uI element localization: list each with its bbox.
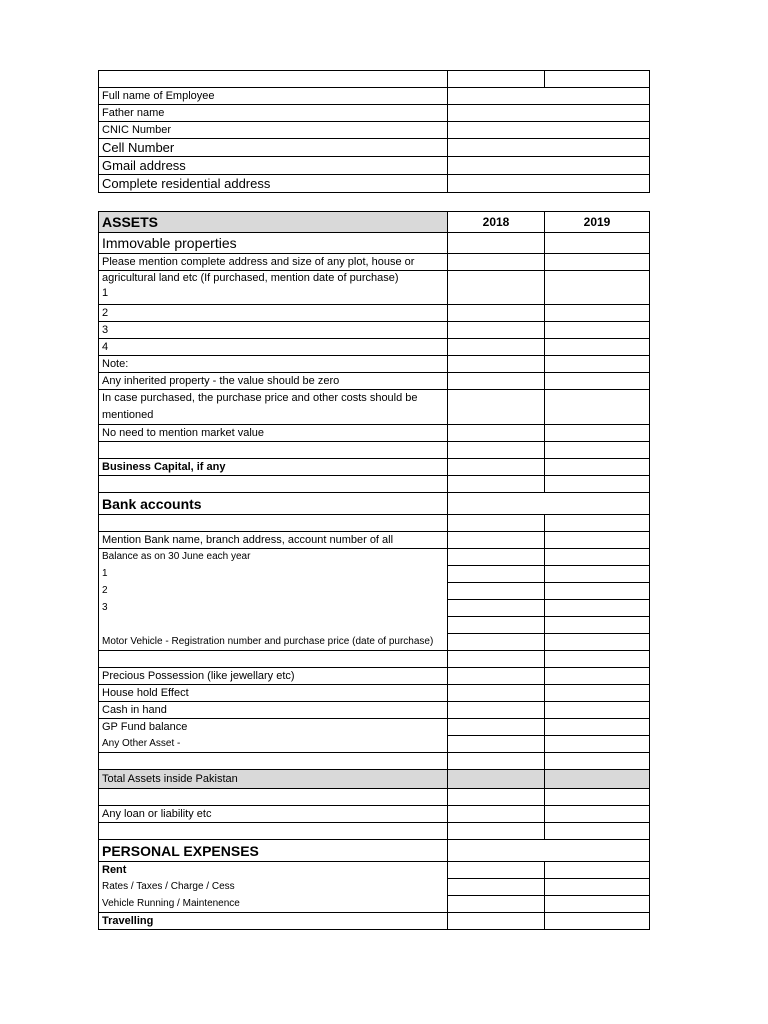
table-row — [99, 549, 650, 566]
other-asset-label: Any Other Asset - — [99, 736, 448, 753]
total-2018-cell[interactable] — [448, 770, 545, 789]
input-cell[interactable] — [545, 254, 650, 271]
table-row — [99, 719, 650, 736]
bank-accounts-title: Bank accounts — [99, 493, 448, 515]
input-cell[interactable] — [448, 668, 545, 685]
input-cell[interactable] — [545, 566, 650, 583]
table-row — [99, 896, 650, 913]
bank-item-2: 2 — [99, 583, 448, 600]
field-label-father-name: Father name — [99, 105, 448, 122]
table-row — [99, 254, 650, 271]
table-row — [99, 823, 650, 840]
immovable-desc: Please mention complete address and size of any plot, house or — [99, 254, 448, 271]
input-cell[interactable] — [545, 339, 650, 356]
table-row — [99, 685, 650, 702]
input-cell[interactable] — [448, 71, 545, 88]
blank-cell — [99, 753, 448, 770]
input-cell[interactable] — [448, 549, 545, 566]
loan-liability-label: Any loan or liability etc — [99, 806, 448, 823]
input-cell[interactable] — [545, 71, 650, 88]
input-cell[interactable] — [448, 271, 545, 305]
input-cell[interactable] — [448, 583, 545, 600]
input-cell[interactable] — [448, 879, 545, 896]
total-row — [99, 770, 650, 789]
input-cell[interactable] — [448, 896, 545, 913]
input-cell[interactable] — [448, 305, 545, 322]
input-cell[interactable] — [448, 600, 545, 617]
personal-expenses-title: PERSONAL EXPENSES — [99, 840, 448, 862]
input-cell[interactable] — [448, 862, 545, 879]
input-cell[interactable] — [545, 600, 650, 617]
immovable-title: Immovable properties — [99, 233, 448, 254]
table-row — [99, 583, 650, 600]
business-capital-label: Business Capital, if any — [99, 459, 448, 476]
cnic-input[interactable] — [448, 122, 650, 139]
note-market-value: No need to mention market value — [99, 425, 448, 442]
household-effect-label: House hold Effect — [99, 685, 448, 702]
input-cell[interactable] — [545, 913, 650, 930]
year-header-2018: 2018 — [448, 212, 545, 233]
input-cell[interactable] — [448, 840, 650, 862]
immovable-item-4: 4 — [99, 339, 448, 356]
assets-header: ASSETS — [99, 212, 448, 233]
motor-vehicle-label: Motor Vehicle - Registration number and purchase price (date of purchase) — [99, 634, 448, 651]
input-cell[interactable] — [448, 753, 545, 770]
table-row — [99, 88, 650, 105]
travelling-label: Travelling — [99, 913, 448, 930]
blank-cell — [99, 515, 448, 532]
table-row — [99, 753, 650, 770]
blank-cell — [99, 71, 448, 88]
table-row — [99, 736, 650, 753]
input-cell[interactable] — [448, 373, 545, 390]
cash-in-hand-label: Cash in hand — [99, 702, 448, 719]
input-cell[interactable] — [545, 356, 650, 373]
input-cell[interactable] — [448, 356, 545, 373]
table-row — [99, 305, 650, 322]
table-row — [99, 634, 650, 651]
input-cell[interactable] — [545, 879, 650, 896]
input-cell[interactable] — [448, 617, 545, 634]
input-cell[interactable] — [545, 668, 650, 685]
input-cell[interactable] — [448, 476, 545, 493]
immovable-item-2: 2 — [99, 305, 448, 322]
address-input[interactable] — [448, 175, 650, 193]
field-label-address: Complete residential address — [99, 175, 448, 193]
input-cell[interactable] — [545, 719, 650, 736]
input-cell[interactable] — [448, 685, 545, 702]
table-row — [99, 476, 650, 493]
input-cell[interactable] — [545, 425, 650, 442]
year-header-2019: 2019 — [545, 212, 650, 233]
bank-item-3: 3 — [99, 600, 448, 617]
input-cell[interactable] — [448, 736, 545, 753]
input-cell[interactable] — [545, 685, 650, 702]
input-cell[interactable] — [448, 233, 545, 254]
input-cell[interactable] — [448, 634, 545, 651]
immovable-item-1: 1 — [102, 287, 109, 299]
table-row — [99, 139, 650, 157]
table-row — [99, 862, 650, 879]
table-row — [99, 789, 650, 806]
table-row — [99, 600, 650, 617]
employee-info-table — [98, 70, 650, 193]
input-cell[interactable] — [448, 702, 545, 719]
table-row — [99, 617, 650, 634]
input-cell[interactable] — [545, 789, 650, 806]
input-cell[interactable] — [448, 322, 545, 339]
table-row — [99, 515, 650, 532]
table-row — [99, 157, 650, 175]
input-cell[interactable] — [448, 913, 545, 930]
table-row — [99, 566, 650, 583]
total-2019-cell[interactable] — [545, 770, 650, 789]
blank-cell — [99, 789, 448, 806]
input-cell[interactable] — [545, 736, 650, 753]
total-assets-label: Total Assets inside Pakistan — [99, 770, 448, 789]
table-row — [99, 425, 650, 442]
input-cell[interactable] — [448, 532, 545, 549]
blank-cell — [99, 442, 448, 459]
table-row — [99, 840, 650, 862]
bank-item-1: 1 — [99, 566, 448, 583]
input-cell[interactable] — [545, 515, 650, 532]
table-row — [99, 105, 650, 122]
table-row — [99, 122, 650, 139]
blank-cell — [99, 617, 448, 634]
blank-cell — [99, 476, 448, 493]
field-label-cnic: CNIC Number — [99, 122, 448, 139]
vehicle-running-label: Vehicle Running / Maintenence — [99, 896, 448, 913]
input-cell[interactable] — [545, 806, 650, 823]
immovable-desc-item — [99, 271, 448, 305]
table-row — [99, 175, 650, 193]
input-cell[interactable] — [545, 753, 650, 770]
input-cell[interactable] — [448, 651, 545, 668]
table-row — [99, 373, 650, 390]
input-cell[interactable] — [448, 390, 545, 425]
table-row — [99, 702, 650, 719]
input-cell[interactable] — [545, 532, 650, 549]
bank-desc: Mention Bank name, branch address, account number of all — [99, 532, 448, 549]
note-purchased-line-1: In case purchased, the purchase price and other costs should be — [102, 392, 418, 404]
note-purchased — [99, 390, 448, 425]
input-cell[interactable] — [448, 823, 545, 840]
input-cell[interactable] — [545, 651, 650, 668]
table-row — [99, 806, 650, 823]
note-inherited: Any inherited property - the value should be zero — [99, 373, 448, 390]
immovable-item-3: 3 — [99, 322, 448, 339]
blank-cell — [99, 651, 448, 668]
table-row — [99, 879, 650, 896]
input-cell[interactable] — [448, 806, 545, 823]
input-cell[interactable] — [545, 583, 650, 600]
input-cell[interactable] — [545, 476, 650, 493]
table-row — [99, 442, 650, 459]
table-row — [99, 459, 650, 476]
input-cell[interactable] — [448, 789, 545, 806]
input-cell[interactable] — [448, 515, 545, 532]
table-row — [99, 271, 650, 305]
input-cell[interactable] — [545, 459, 650, 476]
input-cell[interactable] — [545, 373, 650, 390]
immovable-desc-2: agricultural land etc (If purchased, mention date of purchase) — [102, 272, 399, 284]
table-header-row — [99, 212, 650, 233]
note-label: Note: — [99, 356, 448, 373]
input-cell[interactable] — [448, 254, 545, 271]
table-row — [99, 71, 650, 88]
table-row — [99, 322, 650, 339]
rates-taxes-label: Rates / Taxes / Charge / Cess — [99, 879, 448, 896]
input-cell[interactable] — [545, 271, 650, 305]
table-row — [99, 233, 650, 254]
bank-balance-note: Balance as on 30 June each year — [99, 549, 448, 566]
input-cell[interactable] — [545, 702, 650, 719]
table-row — [99, 532, 650, 549]
input-cell[interactable] — [545, 862, 650, 879]
table-row — [99, 339, 650, 356]
input-cell[interactable] — [448, 425, 545, 442]
table-row — [99, 668, 650, 685]
field-label-cell-number: Cell Number — [99, 139, 448, 157]
cell-number-input[interactable] — [448, 139, 650, 157]
field-label-gmail: Gmail address — [99, 157, 448, 175]
input-cell[interactable] — [545, 617, 650, 634]
input-cell[interactable] — [448, 442, 545, 459]
table-row — [99, 913, 650, 930]
input-cell[interactable] — [448, 566, 545, 583]
input-cell[interactable] — [545, 823, 650, 840]
input-cell[interactable] — [545, 233, 650, 254]
input-cell[interactable] — [545, 896, 650, 913]
blank-cell — [99, 823, 448, 840]
input-cell[interactable] — [448, 493, 650, 515]
input-cell[interactable] — [545, 322, 650, 339]
gmail-input[interactable] — [448, 157, 650, 175]
rent-label: Rent — [99, 862, 448, 879]
input-cell[interactable] — [448, 459, 545, 476]
input-cell[interactable] — [545, 549, 650, 566]
table-row — [99, 390, 650, 425]
input-cell[interactable] — [545, 634, 650, 651]
field-label-full-name: Full name of Employee — [99, 88, 448, 105]
full-name-input[interactable] — [448, 88, 650, 105]
table-row — [99, 356, 650, 373]
input-cell[interactable] — [545, 442, 650, 459]
input-cell[interactable] — [448, 719, 545, 736]
precious-possession-label: Precious Possession (like jewellary etc) — [99, 668, 448, 685]
gp-fund-label: GP Fund balance — [99, 719, 448, 736]
assets-table — [98, 211, 650, 930]
input-cell[interactable] — [448, 339, 545, 356]
input-cell[interactable] — [545, 390, 650, 425]
table-row — [99, 651, 650, 668]
table-row — [99, 493, 650, 515]
father-name-input[interactable] — [448, 105, 650, 122]
input-cell[interactable] — [545, 305, 650, 322]
note-purchased-line-2: mentioned — [102, 409, 154, 421]
